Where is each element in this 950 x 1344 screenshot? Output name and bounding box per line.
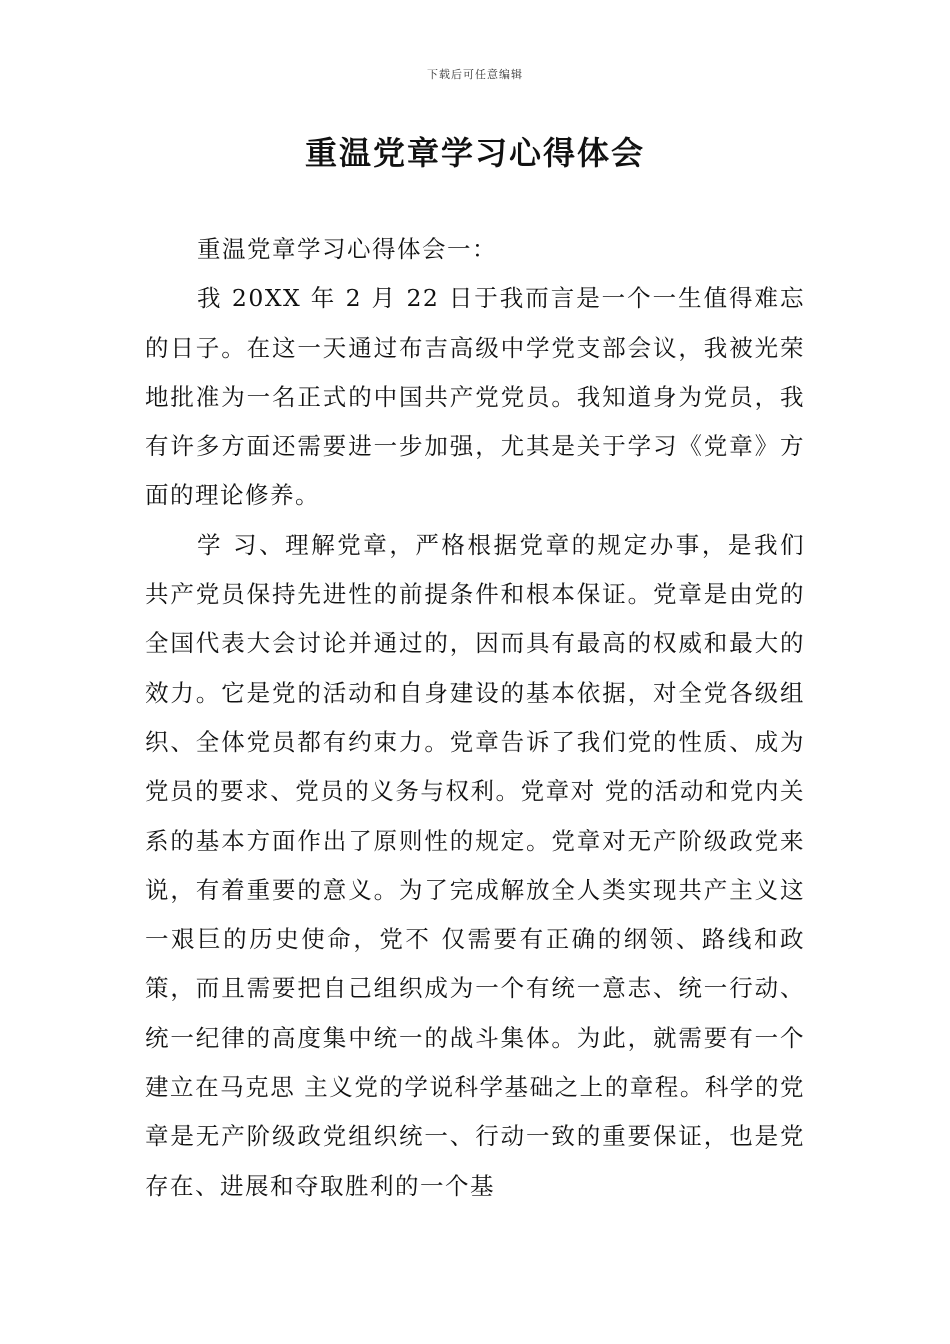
page-header-note: 下载后可任意编辑 <box>427 68 523 81</box>
paragraph: 我 20XX 年 2 月 22 日于我而言是一个一生值得难忘的日子。在这一天通过布吉高级中学党支部会议，我被光荣地批准为一名正式的中国共产党党员。我知道身为党员，我有许多方面还需要进一步加强，尤其是关于学习《党章》方面的理论修养。 <box>145 284 805 510</box>
paragraph-subtitle: 重温党章学习心得体会一： <box>197 235 497 263</box>
paragraph: 学 习、理解党章，严格根据党章的规定办事，是我们共产党员保持先进性的前提条件和根本保证。党章是由党的全国代表大会讨论并通过的，因而具有最高的权威和最大的效力。它是党的活动和自身建设的基本依据，对全党各级组织、全体党员都有约束力。党章告诉了我们党的性质、成为党员的要求、党员的义务与权利。党章对 党的活动和党内关系的基本方面作出了原则性的规定。党章对无产阶级政党来说，有着重要的意义。为了完成解放全人类实现共产主义这一艰巨的历史使命，党不 仅需要有正确的纲领、路线和政策，而且需要把自己组织成为一个有统一意志、统一行动、统一纪律的高度集中统一的战斗集体。为此，就需要有一个建立在马克思 主义党的学说科学基础之上的章程。科学的党章是无产阶级政党组织统一、行动一致的重要保证，也是党存在、进展和夺取胜利的一个基 <box>145 530 805 1200</box>
document-body <box>145 225 805 1211</box>
page-title: 重温党章学习心得体会 <box>304 134 645 172</box>
